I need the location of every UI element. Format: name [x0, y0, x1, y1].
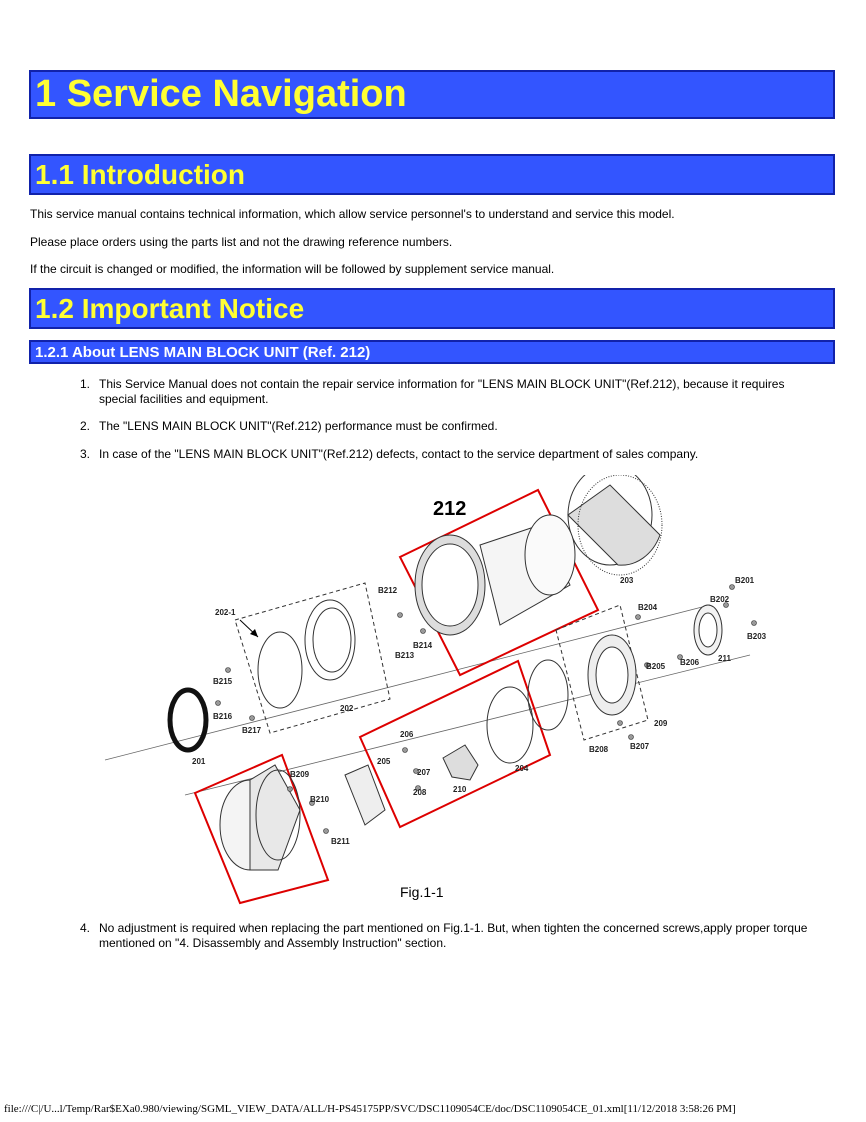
heading-important-notice: 1.2 Important Notice [29, 288, 835, 329]
dashed-box-202 [235, 583, 390, 733]
label-212: 212 [433, 498, 467, 520]
list-item-number: 3. [80, 447, 91, 461]
label-B207: B207 [630, 742, 650, 751]
label-B209: B209 [290, 770, 310, 779]
exploded-lens-diagram [100, 475, 800, 905]
intro-paragraph-2: Please place orders using the parts list and not the drawing reference numbers. [30, 235, 453, 249]
label-B215: B215 [213, 677, 233, 686]
heading-lens-main-block: 1.2.1 About LENS MAIN BLOCK UNIT (Ref. 212) [29, 340, 835, 364]
label-B211: B211 [331, 837, 350, 846]
figure-caption: Fig.1-1 [400, 884, 444, 900]
part-212 [415, 515, 575, 635]
list-item-number: 1. [80, 377, 91, 391]
label-202: 202 [340, 704, 354, 713]
part-202 [258, 600, 355, 708]
label-202-1: 202-1 [215, 608, 236, 617]
label-B212: B212 [378, 586, 398, 595]
label-210: 210 [453, 785, 467, 794]
list-item-number: 2. [80, 419, 91, 433]
intro-paragraph-3: If the circuit is changed or modified, the information will be followed by supplement service manual. [30, 262, 555, 276]
label-B204: B204 [638, 603, 658, 612]
label-B217: B217 [242, 726, 262, 735]
label-B214: B214 [413, 641, 433, 650]
label-B203: B203 [747, 632, 767, 641]
label-205: 205 [377, 757, 391, 766]
label-206: 206 [400, 730, 414, 739]
label-201: 201 [192, 757, 206, 766]
label-B210: B210 [310, 795, 330, 804]
part-204 [487, 660, 568, 763]
part-201 [170, 690, 206, 750]
label-B206: B206 [680, 658, 700, 667]
label-204: 204 [515, 764, 529, 773]
list-item-text: This Service Manual does not contain the repair service information for "LENS MAIN BLOCK UNIT"(Ref.212), because it requires special facilities and equipment. [99, 377, 785, 406]
part-205 [345, 765, 385, 825]
heading-service-navigation: 1 Service Navigation [29, 70, 835, 119]
intro-paragraph-1: This service manual contains technical information, which allow service personnel's to understand and service this model. [30, 207, 675, 221]
label-B208: B208 [589, 745, 609, 754]
list-item-text: The "LENS MAIN BLOCK UNIT"(Ref.212) performance must be confirmed. [99, 419, 498, 433]
label-B213: B213 [395, 651, 415, 660]
list-item-number: 4. [80, 921, 91, 935]
label-B202: B202 [710, 595, 730, 604]
part-lower-cylinder [220, 765, 300, 870]
label-203: 203 [620, 576, 634, 585]
label-B216: B216 [213, 712, 233, 721]
label-B205: B205 [646, 662, 666, 671]
label-207: 207 [417, 768, 431, 777]
label-B201: B201 [735, 576, 755, 585]
part-210 [443, 745, 478, 780]
red-box-204 [360, 661, 550, 827]
list-item-text: In case of the "LENS MAIN BLOCK UNIT"(Ref.212) defects, contact to the service department of sales company. [99, 447, 699, 461]
part-211 [694, 605, 722, 655]
heading-introduction: 1.1 Introduction [29, 154, 835, 195]
label-211: 211 [718, 654, 731, 663]
list-item-text: No adjustment is required when replacing the part mentioned on Fig.1-1. But, when tighten the concerned screws,apply proper torque mentioned on "4. Disassembly and Assembly Instruction" section. [99, 921, 808, 950]
part-203 [568, 475, 662, 575]
label-209: 209 [654, 719, 668, 728]
footer-file-path: file:///C|/U...l/Temp/Rar$EXa0.980/viewing/SGML_VIEW_DATA/ALL/H-PS45175PP/SVC/DSC1109054CE/doc/DSC1109054CE_01.xml[11/12/2018 3:58:26 PM] [4, 1103, 736, 1115]
label-208: 208 [413, 788, 427, 797]
part-209 [588, 635, 636, 715]
